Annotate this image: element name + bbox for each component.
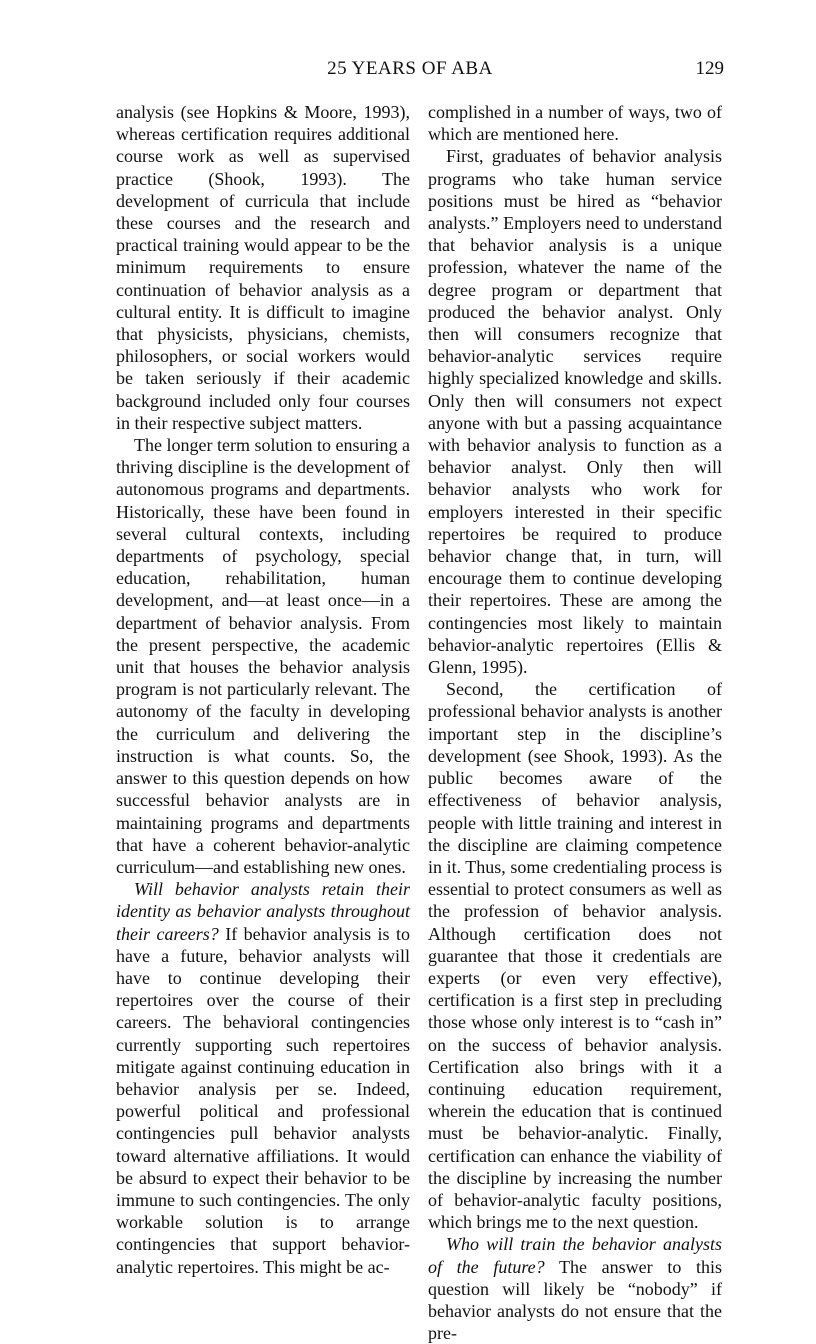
running-head — [0, 58, 816, 86]
running-head-title: 25 YEARS OF ABA — [327, 58, 493, 79]
section-question: Will behavior analysts retain their identity as behavior analysts throughout their careers? — [116, 879, 410, 944]
left-column — [116, 101, 410, 1278]
paragraph-text: The answer to this question will likely be “nobody” if behavior analysts do not ensure that the pre- — [428, 1256, 722, 1344]
page-number: 129 — [695, 58, 724, 79]
section-question: Who will train the behavior analysts of the future? — [428, 1234, 722, 1277]
right-column — [428, 101, 722, 1344]
paragraph: analysis (see Hopkins & Moore, 1993), whereas certification requires additional course work as well as supervised practice (Shook, 1993). The development of curricula that include these courses and the research and practical training would appear to be the minimum requirements to ensure continuation of behavior analysis as a cultural entity. It is difficult to imagine that physicists, physicians, chemists, philosophers, or social workers would be taken seriously if their academic background included only four courses in their respective subject matters. — [116, 102, 410, 433]
paragraph: complished in a number of ways, two of which are mentioned here. — [428, 102, 722, 145]
paragraph-text: If behavior analysis is to have a future, behavior analysts will have to continue developing their repertoires over the course of their careers. The behavioral contingencies currently supporting such repertoires mitigate against continuing education in behavior analysis per se. Indeed, powerful political and professional contingencies pull behavior analysts toward alternative affiliations. It would be absurd to expect their behavior to be immune to such contingencies. The only workable solution is to arrange contingencies that support behavior-analytic repertoires. This might be ac- — [116, 923, 410, 1277]
paragraph — [428, 1233, 722, 1344]
paragraph: First, graduates of behavior analysis programs who take human service positions must be hired as “behavior analysts.” Employers need to understand that behavior analysis is a unique profession, whatever the name of the degree program or department that produced the behavior analyst. Only then will consumers recognize that behavior-analytic services require highly specialized knowledge and skills. Only then will consumers not expect anyone with but a passing acquaintance with behavior analysis to function as a behavior analyst. Only then will behavior analysts who work for employers interested in their specific repertoires be required to produce behavior change that, in turn, will encourage them to continue developing their repertoires. These are among the contingencies most likely to maintain behavior-analytic repertoires (Ellis & Glenn, 1995). — [428, 146, 722, 678]
paragraph — [116, 878, 410, 1278]
paragraph: The longer term solution to ensuring a thriving discipline is the development of autonomous programs and departments. Historically, these have been found in several cultural contexts, including departments of psychology, special education, rehabilitation, human development, and—at least once—in a department of behavior analysis. From the present perspective, the academic unit that houses the behavior analysis program is not particularly relevant. The autonomy of the faculty in developing the curriculum and delivering the instruction is what counts. So, the answer to this question depends on how successful behavior analysts are in maintaining programs and departments that have a coherent behavior-analytic curriculum—and establishing new ones. — [116, 435, 410, 877]
paragraph: Second, the certification of professional behavior analysts is another important step in the discipline’s development (see Shook, 1993). As the public becomes aware of the effectiveness of behavior analysis, people with little training and interest in the discipline are claiming competence in it. Thus, some credentialing process is essential to protect consumers as well as the profession of behavior analysis. Although certification does not guarantee that those it credentials are experts (or even very effective), certification is a first step in precluding those whose only interest is to “cash in” on the success of behavior analysis. Certification also brings with it a continuing education requirement, wherein the education that is continued must be behavior-analytic. Finally, certification can enhance the viability of the discipline by increasing the number of behavior-analytic faculty positions, which brings me to the next question. — [428, 679, 722, 1233]
